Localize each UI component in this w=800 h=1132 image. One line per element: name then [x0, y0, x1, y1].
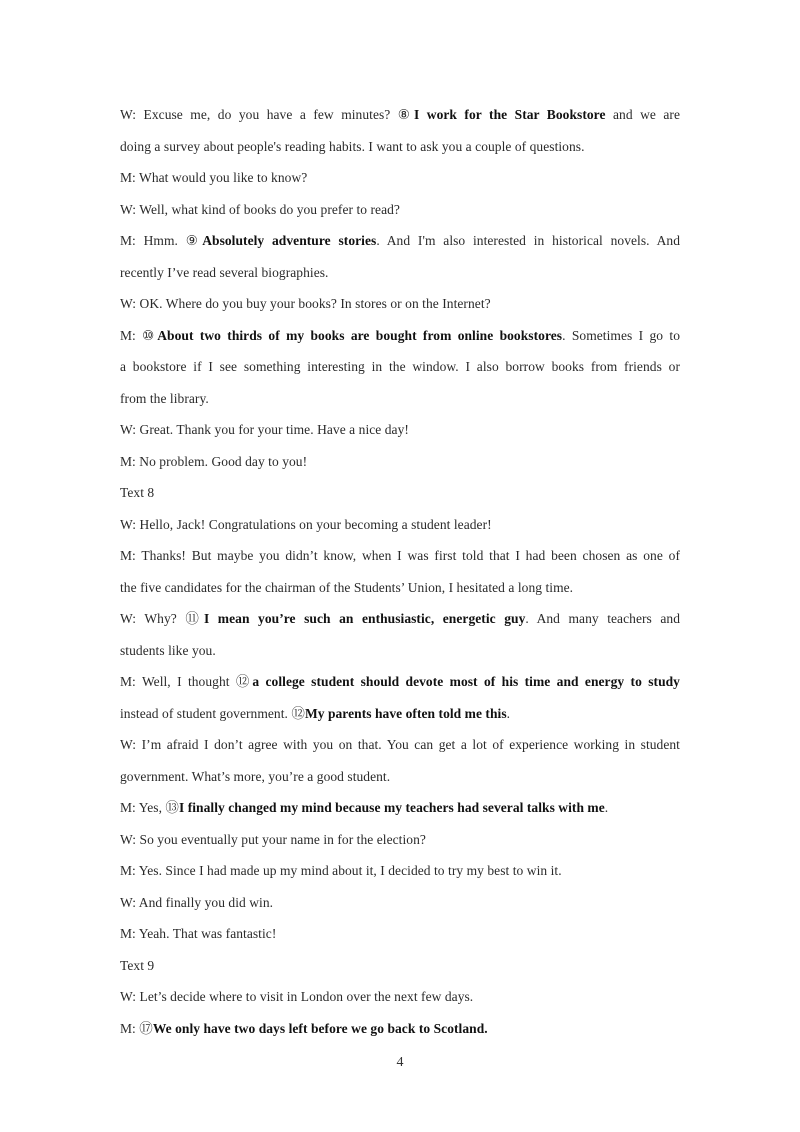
text-line: [120, 414, 680, 446]
line-segment: M: Thanks! But maybe you didn’t know, when I was first told that I had been chosen as one of: [120, 548, 680, 563]
text-line: [120, 792, 680, 824]
text-line: [120, 824, 680, 856]
line-segment: W: Hello, Jack! Congratulations on your becoming a student leader!: [120, 516, 492, 532]
text-line: [120, 981, 680, 1013]
section-heading: [120, 477, 680, 509]
line-segment: . And many teachers and: [525, 611, 680, 626]
line-segment: doing a survey about people's reading habits. I want to ask you a couple of questions.: [120, 138, 585, 154]
line-segment: recently I’ve read several biographies.: [120, 264, 329, 280]
line-segment: W: Let’s decide where to visit in London over the next few days.: [120, 989, 474, 1004]
text-line: [120, 603, 680, 635]
text-line: [120, 131, 680, 163]
highlighted-answer: a college student should devote most of his time and energy to study: [252, 674, 680, 689]
text-line: [120, 1013, 680, 1045]
line-segment: M: What would you like to know?: [120, 170, 308, 185]
text-line: [120, 320, 680, 352]
highlighted-answer: My parents have often told me this: [304, 705, 507, 721]
line-segment: M: Yes. Since I had made up my mind about it, I decided to try my best to win it.: [120, 863, 562, 878]
highlighted-answer: I work for the Star Bookstore: [414, 107, 606, 122]
text-line: [120, 446, 680, 478]
section-heading: [120, 950, 680, 982]
line-segment: M: Well, I thought ⑫: [120, 674, 253, 689]
text-line: [120, 635, 680, 667]
line-segment: M: Yeah. That was fantastic!: [120, 926, 277, 941]
line-segment: from the library.: [120, 390, 209, 406]
text-line: [120, 698, 680, 730]
line-segment: M: ⑩: [120, 327, 158, 343]
text-line: [120, 918, 680, 950]
line-segment: . And I'm also interested in historical novels. And: [376, 233, 680, 248]
line-segment: W: Excuse me, do you have a few minutes? ⑧: [120, 107, 414, 122]
line-segment: W: Why? ⑪: [120, 611, 204, 626]
line-segment: M: Hmm. ⑨: [120, 233, 203, 248]
line-segment: M: ⑰: [120, 1020, 153, 1036]
page-number: 4: [396, 1055, 404, 1070]
line-segment: a bookstore if I see something interesting in the window. I also borrow books from friends or: [120, 359, 680, 374]
highlighted-answer: We only have two days left before we go back to Scotland.: [152, 1020, 488, 1036]
text-line: [120, 761, 680, 793]
text-line: [120, 729, 680, 761]
line-segment: the five candidates for the chairman of the Students’ Union, I hesitated a long time.: [120, 579, 574, 595]
line-segment: instead of student government. ⑫: [120, 705, 305, 721]
text-line: [120, 288, 680, 320]
line-segment: and we are: [605, 107, 681, 122]
line-segment: students like you.: [120, 642, 216, 658]
text-line: [120, 162, 680, 194]
line-segment: .: [604, 800, 609, 815]
line-segment: W: OK. Where do you buy your books? In stores or on the Internet?: [120, 296, 491, 311]
highlighted-answer: I mean you’re such an enthusiastic, energetic guy: [203, 611, 526, 626]
text-line: [120, 855, 680, 887]
highlighted-answer: I finally changed my mind because my teachers had several talks with me: [178, 800, 605, 815]
text-line: [120, 99, 680, 131]
line-segment: W: I’m afraid I don’t agree with you on that. You can get a lot of experience working in student: [120, 737, 680, 752]
line-segment: M: Yes, ⑬: [120, 800, 179, 815]
line-segment: W: So you eventually put your name in for the election?: [120, 831, 426, 847]
text-line: [120, 351, 680, 383]
line-segment: W: Great. Thank you for your time. Have a nice day!: [120, 422, 409, 437]
line-segment: M: No problem. Good day to you!: [120, 453, 308, 469]
text-line: [120, 194, 680, 226]
line-segment: Text 8: [120, 485, 155, 500]
text-line: [120, 572, 680, 604]
text-line: [120, 509, 680, 541]
line-segment: .: [506, 705, 511, 721]
highlighted-answer: About two thirds of my books are bought from online bookstores: [157, 327, 563, 343]
text-line: [120, 666, 680, 698]
line-segment: Text 9: [120, 957, 155, 973]
line-segment: W: And finally you did win.: [120, 894, 274, 910]
line-segment: W: Well, what kind of books do you prefer to read?: [120, 201, 400, 217]
text-line: [120, 225, 680, 257]
text-line: [120, 887, 680, 919]
text-line: [120, 383, 680, 415]
document-body: [120, 99, 680, 1044]
line-segment: . Sometimes I go to: [562, 327, 680, 343]
text-line: [120, 540, 680, 572]
highlighted-answer: Absolutely adventure stories: [202, 233, 377, 248]
text-line: [120, 257, 680, 289]
line-segment: government. What’s more, you’re a good student.: [120, 768, 391, 784]
